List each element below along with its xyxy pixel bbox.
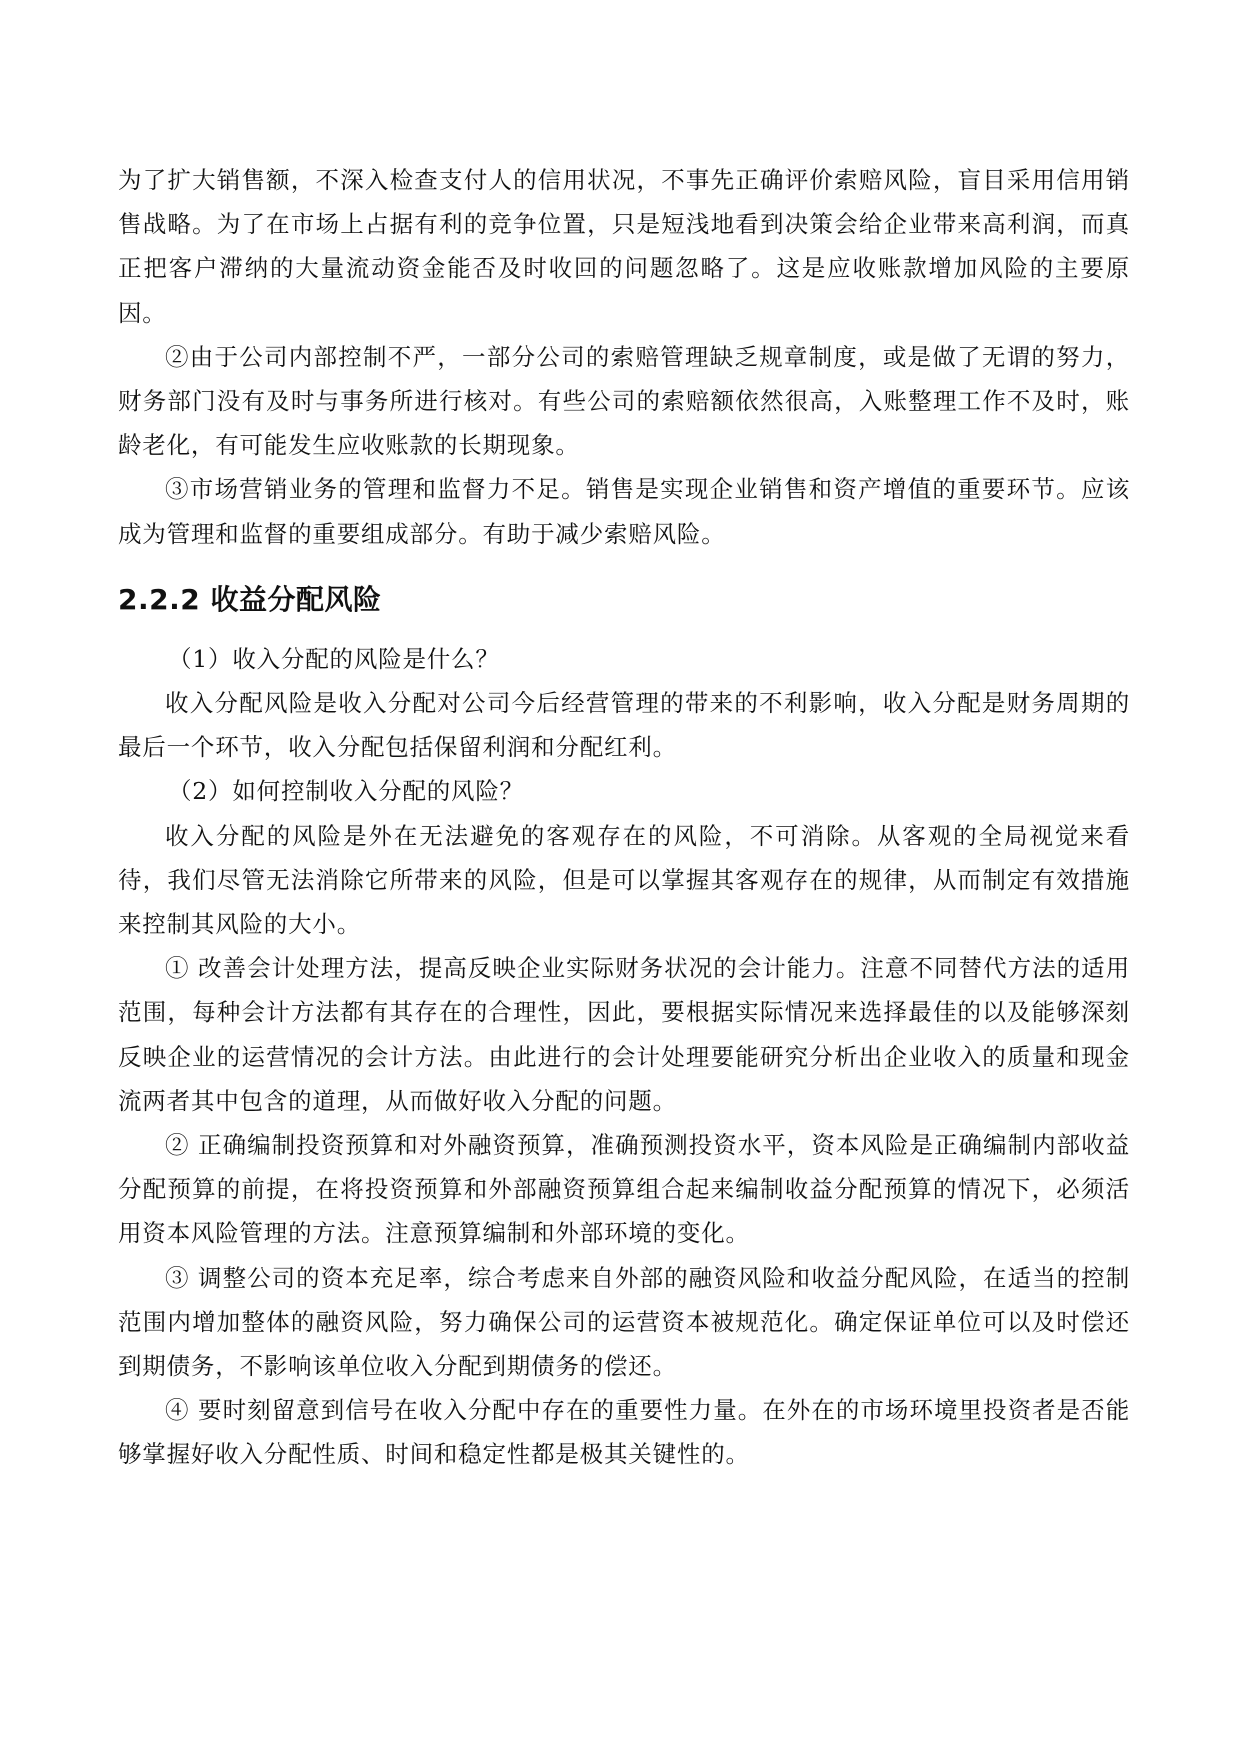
continuation-paragraph: 为了扩大销售额，不深入检查支付人的信用状况，不事先正确评价索赔风险，盲目采用信用销售战略。为了在市场上占据有利的竞争位置，只是短浅地看到决策会给企业带来高利润，而真正把客户滞纳的大量流动资金能否及时收回的问题忽略了。这是应收账款增加风险的主要原因。 <box>118 166 1130 327</box>
document-body <box>118 158 1130 1477</box>
measure-paragraph-4: ④ 要时刻留意到信号在收入分配中存在的重要性力量。在外在的市场环境里投资者是否能够掌握好收入分配性质、时间和稳定性都是极其关键性的。 <box>118 1396 1130 1469</box>
cause-paragraph-internal-control: ②由于公司内部控制不严，一部分公司的索赔管理缺乏规章制度，或是做了无谓的努力，财务部门没有及时与事务所进行核对。有些公司的索赔额依然很高，入账整理工作不及时，账龄老化，有可能发生应收账款的长期现象。 <box>118 342 1130 460</box>
measure-paragraph-1: ① 改善会计处理方法，提高反映企业实际财务状况的会计能力。注意不同替代方法的适用范围，每种会计方法都有其存在的合理性，因此，要根据实际情况来选择最佳的以及能够深刻反映企业的运营情况的会计方法。由此进行的会计处理要能研究分析出企业收入的质量和现金流两者其中包含的道理，从而做好收入分配的问题。 <box>118 954 1130 1115</box>
cause-paragraph-marketing-supervision: ③市场营销业务的管理和监督力不足。销售是实现企业销售和资产增值的重要环节。应该成为管理和监督的重要组成部分。有助于减少索赔风险。 <box>118 475 1130 548</box>
paragraph-income-distribution-risk: 收入分配风险是收入分配对公司今后经营管理的带来的不利影响，收入分配是财务周期的最后一个环节，收入分配包括保留利润和分配红利。 <box>118 689 1130 762</box>
question-heading-1: （1）收入分配的风险是什么？ <box>168 644 500 673</box>
question-heading-2: （2）如何控制收入分配的风险？ <box>168 777 524 806</box>
measure-paragraph-3: ③ 调整公司的资本充足率，综合考虑来自外部的融资风险和收益分配风险，在适当的控制范围内增加整体的融资风险，努力确保公司的运营资本被规范化。确定保证单位可以及时偿还到期债务，不影响该单位收入分配到期债务的偿还。 <box>118 1263 1130 1381</box>
section-heading: 2.2.2 收益分配风险 <box>118 582 382 616</box>
paragraph-risk-control: 收入分配的风险是外在无法避免的客观存在的风险，不可消除。从客观的全局视觉来看待，我们尽管无法消除它所带来的风险，但是可以掌握其客观存在的规律，从而制定有效措施来控制其风险的大小。 <box>118 821 1130 939</box>
measure-paragraph-2: ② 正确编制投资预算和对外融资预算，准确预测投资水平，资本风险是正确编制内部收益分配预算的前提，在将投资预算和外部融资预算组合起来编制收益分配预算的情况下，必须活用资本风险管理的方法。注意预算编制和外部环境的变化。 <box>118 1131 1130 1248</box>
